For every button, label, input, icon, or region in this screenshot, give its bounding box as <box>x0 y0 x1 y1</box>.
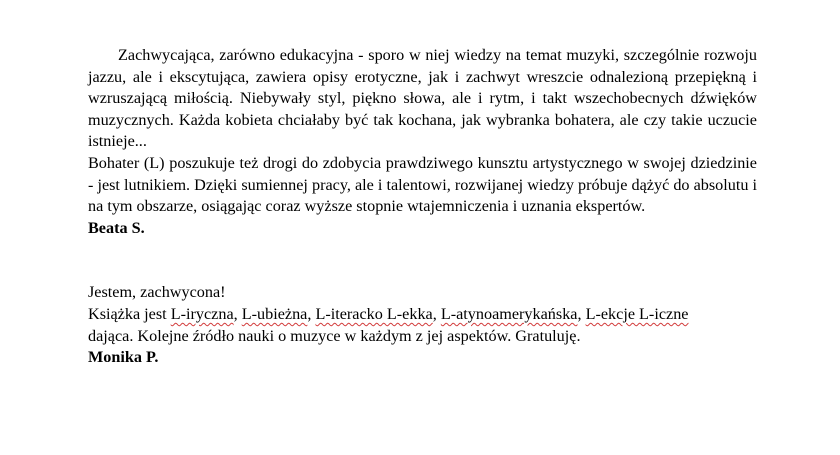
document-page <box>88 45 757 369</box>
spellcheck-flagged-word: L-iryczna <box>170 304 234 323</box>
review-opening-line: Jestem, zachwycona! <box>88 283 226 302</box>
review-signature: Monika P. <box>88 348 159 367</box>
spellcheck-flagged-word: L-ekcje L-iczne <box>585 304 689 323</box>
review-paragraph: Książka jest L-iryczna, L-ubieżna, L-iteracko L-ekka, L-atynoamerykańska, L-ekcje L-iczne dająca. Kolejne źródło nauki o muzyce w każdym z jej aspektów. Gratuluję. <box>88 304 689 345</box>
spellcheck-flagged-word: L-atynoamerykańska <box>440 304 578 323</box>
review-signature: Beata S. <box>88 218 145 237</box>
review-beata <box>88 45 757 239</box>
review-paragraph: Bohater (L) poszukuje też drogi do zdobycia prawdziwego kunsztu artystycznego w swojej dziedzinie - jest lutnikiem. Dzięki sumiennej pracy, ale i talentowi, rozwijanej wiedzy próbuje dążyć do absolutu i na tym obszarze, osiągając coraz wyższe stopnie wtajemniczenia i uznania ekspertów. <box>88 153 757 216</box>
review-text: Książka jest <box>88 304 171 323</box>
review-monika <box>88 282 757 368</box>
section-spacer <box>88 239 757 282</box>
review-text: dająca. Kolejne źródło nauki o muzyce w każdym z jej aspektów. Gratuluję. <box>88 326 581 345</box>
spellcheck-flagged-word: L-ubieżna <box>241 304 308 323</box>
review-paragraph: Zachwycająca, zarówno edukacyjna - sporo w niej wiedzy na temat muzyki, szczególnie rozwoju jazzu, ale i ekscytująca, zawiera opisy erotyczne, jak i zachwyt wreszcie odnalezioną przepiękną i wzruszającą miłością. Niebywały styl, piękno słowa, ale i rytm, i takt wszechobecnych dźwięków muzycznych. Każda kobieta chciałaby być tak kochana, jak wybranka bohatera, ale czy takie uczucie istnieje... <box>88 46 757 151</box>
spellcheck-flagged-word: L-iteracko L-ekka <box>315 304 433 323</box>
